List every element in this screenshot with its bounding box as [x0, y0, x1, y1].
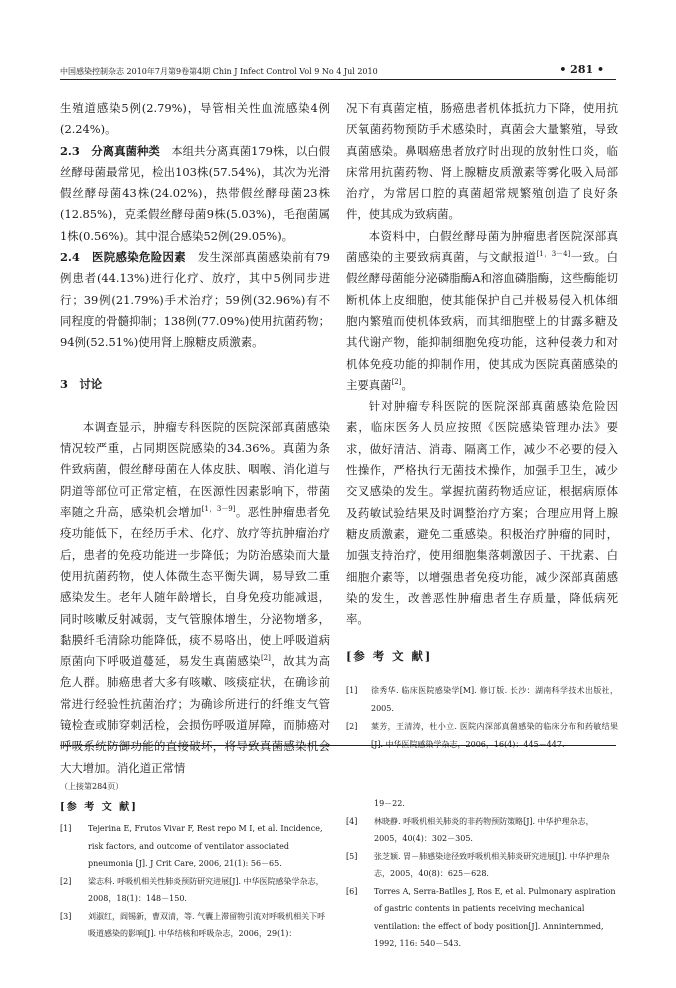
reference-list: [346, 682, 618, 754]
continued-note: （上接第284页）: [60, 782, 124, 791]
paragraph-candida-albicans: 本资料中，白假丝酵母菌为肿瘤患者医院深部真菌感染的主要致病真菌，与文献报道[1，3－4]一致。白假丝酵母菌能分泌磷脂酶A和溶血磷脂酶，这些酶能切断机体上皮细胞，使其能保护自己并极易侵入机体细胞内繁殖而使机体致病，而其细胞壁上的甘露多糖及其代谢产物，能抑制细胞免疫功能，这种侵袭力和对机体免疫功能的抑制作用，使其成为医院真菌感染的主要真菌[2]。: [346, 228, 618, 392]
reference-item: [3] 刘淑红，阎锡新，曹双清，等. 气囊上滞留物引流对呼吸机相关下呼吸道感染的影响[J]. 中华结核和呼吸杂志，2006，29(1)：: [60, 911, 326, 938]
references-heading: [参 考 文 献]: [346, 649, 433, 664]
paragraph-discussion: 本调查显示，肿瘤专科医院的医院深部真菌感染情况较严重，占同期医院感染的34.36%。真菌为条件致病菌，假丝酵母菌在人体皮肤、咽喉、消化道与阴道等部位可正常定植，在医源性因素影响下，带菌率随之升高，感染机会增加[1，3－9]。恶性肿瘤患者免疫功能低下，在经历手术、化疗、放疗等抗肿瘤治疗后，患者的免疫功能进一步降低；为防治感染而大量使用抗菌药物，使人体微生态平衡失调，易导致二重感染发生。老年人随年龄增长，自身免疫功能减退，同时咳嗽反射减弱，支气管腺体增生，分泌物增多，黏膜纤毛清除功能降低，痰不易咯出，使上呼吸道病原菌向下呼吸道蔓延，易发生真菌感染[2]，故其为高危人群。肺癌患者大多有咳嗽、咳痰症状，在确诊前常进行经验性抗菌治疗；为确诊所进行的纤维支气管镜检查或肺穿刺活检，会损伤呼吸道屏障，而肺癌对呼吸系统防御功能的直接破坏，将导致真菌感染机会大大增加。消化道正常情: [60, 419, 330, 775]
reference-item: [5] 张芝颖. 胃－肺感染途径致呼吸机相关肺炎研究进展[J]. 中华护理杂志，2005，40(8)：625－628.: [346, 851, 610, 878]
subsection-heading-2-3: 2.3 分离真菌种类: [60, 143, 160, 158]
paragraph-risk-factors: 2.4 医院感染危险因素 发生深部真菌感染前有79例患者(44.13%)进行化疗、放疗，其中5例同步进行；39例(21.79%)手术治疗；59例(32.96%)有不同程度的骨髓抑制；138例(77.09%)使用抗菌药物；94例(52.51%)使用肾上腺糖皮质激素。: [60, 250, 330, 350]
subsection-heading-2-4: 2.4 医院感染危险因素: [60, 250, 187, 265]
paragraph-recommendations: 针对肿瘤专科医院的医院深部真菌感染危险因素，临床医务人员应按照《医院感染管理办法》要求，做好清洁、消毒、隔离工作，减少不必要的侵入性操作，严格执行无菌技术操作，加强手卫生，减少交叉感染的发生。掌握抗菌药物适应证，根据病原体及药敏试验结果及时调整治疗方案；合理应用肾上腺糖皮质激素，避免二重感染。积极治疗肿瘤的同时，加强支持治疗，使用细胞集落刺激因子、干扰素、白细胞介素等，以增强患者免疫功能，减少深部真菌感染的发生，改善恶性肿瘤患者生存质量，降低病死率。: [346, 399, 618, 627]
section-heading-discussion: 3 讨论: [60, 376, 103, 391]
reference-item: [4] 林晓静. 呼吸机相关肺炎的非药物预防策略[J]. 中华护理杂志，2005，40(4)：302－305.: [346, 816, 594, 843]
paragraph-discussion-continued: 况下有真菌定植，肠癌患者机体抵抗力下降，使用抗厌氧菌药物预防手术感染时，真菌会大量繁殖，导致真菌感染。鼻咽癌患者放疗时出现的放射性口炎，临床常用抗菌药物、肾上腺糖皮质激素等雾化吸入局部治疗，为常居口腔的真菌超常规繁殖创造了良好条件，使其成为致病菌。: [346, 101, 618, 222]
bottom-reference-list-right: [346, 795, 618, 953]
bottom-reference-list-left: [60, 820, 330, 943]
reference-item: [2] 葉芳，王清涛，杜小立. 医院内深部真菌感染的临床分布和药敏结果[J]. 中华医院感染学杂志，2006，16(4)：445－447.: [346, 721, 618, 749]
reference-item: [1] Tejerina E, Frutos Vivar F, Rest repo M I, et al. Incidence, risk factors, and outcome of ventilator associated pneumonia [J]. J Crit Care, 2006, 21(1): 56－65.: [60, 824, 323, 868]
right-column: [346, 98, 618, 754]
header-rule: [60, 79, 616, 80]
bottom-references-heading: [参 考 文 献]: [60, 802, 138, 813]
reference-item: [2] 梁志科. 呼吸机相关性肺炎预防研究进展[J]. 中华医院感染学杂志，2008，18(1)：148－150.: [60, 876, 324, 903]
paragraph-fungal-species: 2.3 分离真菌种类 本组共分离真菌179株，以白假丝酵母菌最常见，检出103株(57.54%)，其次为光滑假丝酵母菌43株(24.02%)，热带假丝酵母菌23株(12.85%)，克柔假丝酵母菌9株(5.03%)，毛孢菌属1株(0.56%)。其中混合感染52例(29.05%)。: [60, 143, 330, 243]
citation-ref: [1，3－4]: [536, 250, 571, 259]
citation-ref: [2]: [391, 378, 402, 387]
journal-citation: 中国感染控制杂志 2010年7月第9卷第4期 Chin J Infect Control Vol 9 No 4 Jul 2010: [60, 67, 378, 76]
section-divider: [60, 745, 616, 746]
left-column: [60, 98, 330, 779]
reference-continuation: 19－22.: [374, 799, 405, 808]
page-number: • 281 •: [559, 63, 604, 76]
citation-ref: [1，3－9]: [201, 505, 236, 514]
reference-item: [1] 徐秀华. 临床医院感染学[M]. 修订版. 长沙：湖南科学技术出版社，2005.: [346, 685, 618, 713]
paragraph-infection-types: 生殖道感染5例(2.79%)，导管相关性血流感染4例(2.24%)。: [60, 101, 330, 137]
reference-item: [6] Torres A, Serra-Batlles J, Ros E, et al. Pulmonary aspiration of gastric contents in patients receiving mechanical ventilation: the effect of body position[J]. Anninternmed, 1992, 116: 540－543.: [346, 886, 616, 948]
citation-ref: [2]: [260, 654, 271, 663]
